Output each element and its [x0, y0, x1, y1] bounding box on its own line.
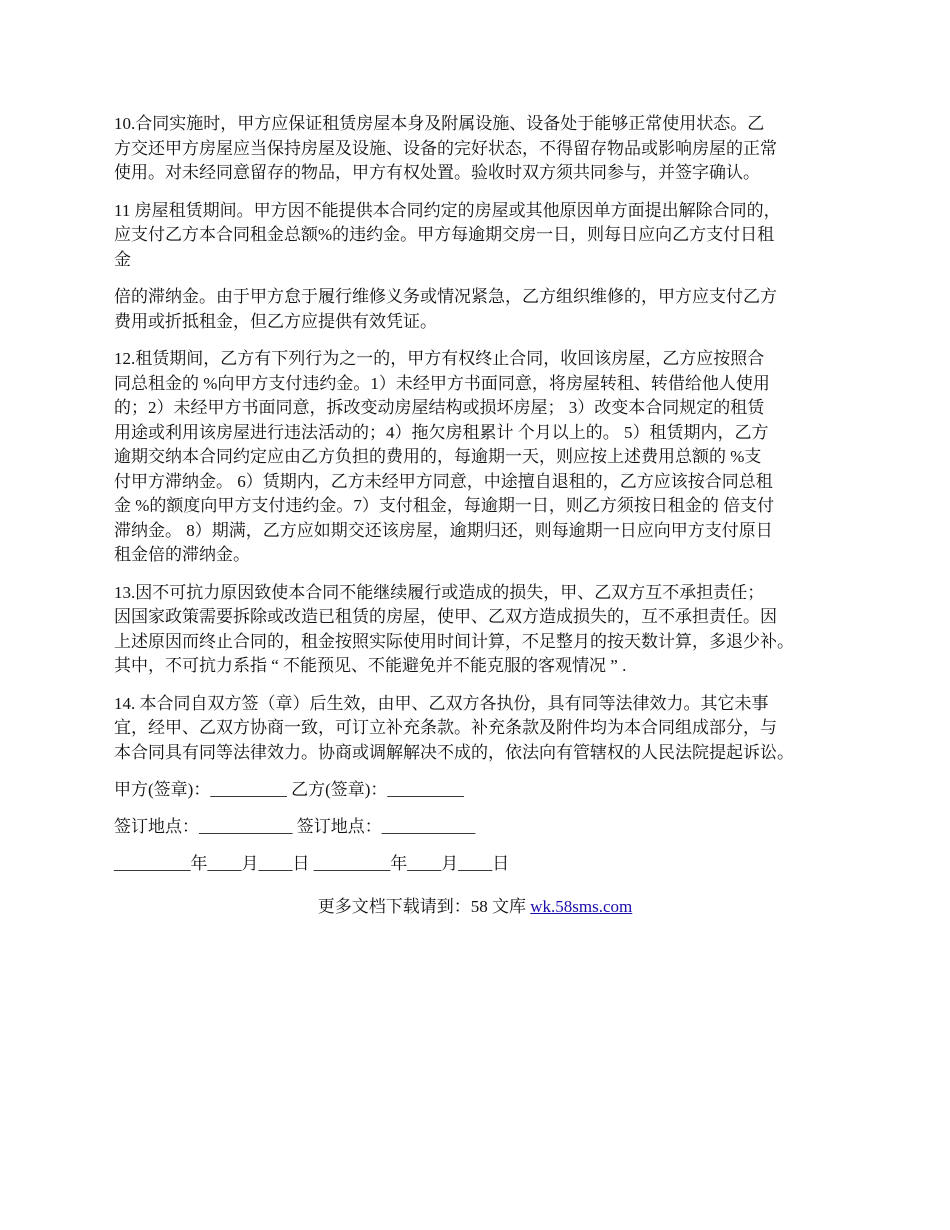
paragraph-line: 10.合同实施时，甲方应保证租赁房屋本身及附属设施、设备处于能够正常使用状态。乙 — [114, 114, 765, 133]
paragraph-line: 上述原因而终止合同的，租金按照实际使用时间计算，不足整月的按天数计算，多退少补。 — [114, 631, 794, 651]
paragraph-line: 方交还甲方房屋应当保持房屋及设施、设备的完好状态，不得留存物品或影响房屋的正常 — [114, 138, 777, 158]
paragraph-clause-12 — [114, 347, 850, 568]
paragraph-line: 滞纳金。 8）期满，乙方应如期交还该房屋，逾期归还，则每逾期一日应向甲方支付原日 — [114, 520, 773, 540]
signature-place-line: 签订地点：___________ 签订地点：___________ — [114, 817, 476, 836]
paragraph-line: 金 %的额度向甲方支付违约金。7）支付租金，每逾期一日，则乙方须按日租金的 倍支付 — [114, 496, 775, 515]
paragraph-line: 的；2）未经甲方书面同意，拆改变动房屋结构或损坏房屋； 3）改变本合同规定的租赁 — [114, 398, 765, 417]
paragraph-line: 宜，经甲、乙双方协商一致，可订立补充条款。补充条款及附件均为本合同组成部分，与 — [114, 718, 777, 737]
paragraph-line: 租金倍的滞纳金。 — [114, 545, 250, 564]
paragraph-line: 应支付乙方本合同租金总额%的违约金。甲方每逾期交房一日，则每日应向乙方支付日租 — [114, 225, 775, 244]
paragraph-line: 11 房屋租赁期间。甲方因不能提供本合同约定的房屋或其他原因单方面提出解除合同的， — [114, 200, 781, 220]
footer-download-note — [0, 895, 950, 919]
paragraph-line: 使用。对未经同意留存的物品，甲方有权处置。验收时双方须共同参与，并签字确认。 — [114, 163, 760, 182]
paragraph-clause-14 — [114, 692, 850, 766]
paragraph-line: 同总租金的 %向甲方支付违约金。1）未经甲方书面同意，将房屋转租、转借给他人使用 — [114, 373, 770, 393]
signature-date-line: _________年____月____日 _________年____月____日 — [114, 854, 510, 873]
signature-parties-line: 甲方(签章)：_________ 乙方(签章)：_________ — [114, 780, 464, 799]
paragraph-line: 12.租赁期间，乙方有下列行为之一的，甲方有权终止合同，收回该房屋，乙方应按照合 — [114, 349, 765, 368]
paragraph-clause-13 — [114, 581, 850, 679]
paragraph-line: 倍的滞纳金。由于甲方怠于履行维修义务或情况紧急，乙方组织维修的，甲方应支付乙方 — [114, 287, 777, 306]
paragraph-line: 付甲方滞纳金。 6）赁期内，乙方未经甲方同意，中途擅自退租的，乙方应该按合同总租 — [114, 471, 773, 491]
contract-page — [114, 112, 850, 889]
paragraph-line: 费用或折抵租金，但乙方应提供有效凭证。 — [114, 311, 437, 331]
paragraph-clause-11-cont — [114, 285, 850, 334]
contract-body — [114, 112, 850, 765]
paragraph-line: 本合同具有同等法律效力。协商或调解解决不成的，依法向有管辖权的人民法院提起诉讼。 — [114, 742, 794, 762]
paragraph-clause-10 — [114, 112, 850, 186]
footer-link[interactable]: wk.58sms.com — [530, 897, 633, 916]
paragraph-line: 13.因不可抗力原因致使本合同不能继续履行或造成的损失，甲、乙双方互不承担责任； — [114, 582, 765, 602]
paragraph-line: 其中，不可抗力系指 “ 不能预见、不能避免并不能克服的客观情况 ” . — [114, 656, 627, 675]
paragraph-line: 用途或利用该房屋进行违法活动的；4）拖欠房租累计 个月以上的。 5）租赁期内，乙方 — [114, 422, 769, 442]
paragraph-line: 金 — [114, 249, 131, 269]
paragraph-line: 因国家政策需要拆除或改造已租赁的房屋，使甲、乙双方造成损失的，互不承担责任。因 — [114, 607, 777, 626]
footer-prefix: 更多文档下载请到：58 文库 — [317, 897, 531, 916]
paragraph-line: 14. 本合同自双方签（章）后生效，由甲、乙双方各执份，具有同等法律效力。其它未事 — [114, 693, 769, 713]
paragraph-line: 逾期交纳本合同约定应由乙方负担的费用的，每逾期一天，则应按上述费用总额的 %支 — [114, 447, 762, 466]
paragraph-clause-11 — [114, 199, 850, 273]
